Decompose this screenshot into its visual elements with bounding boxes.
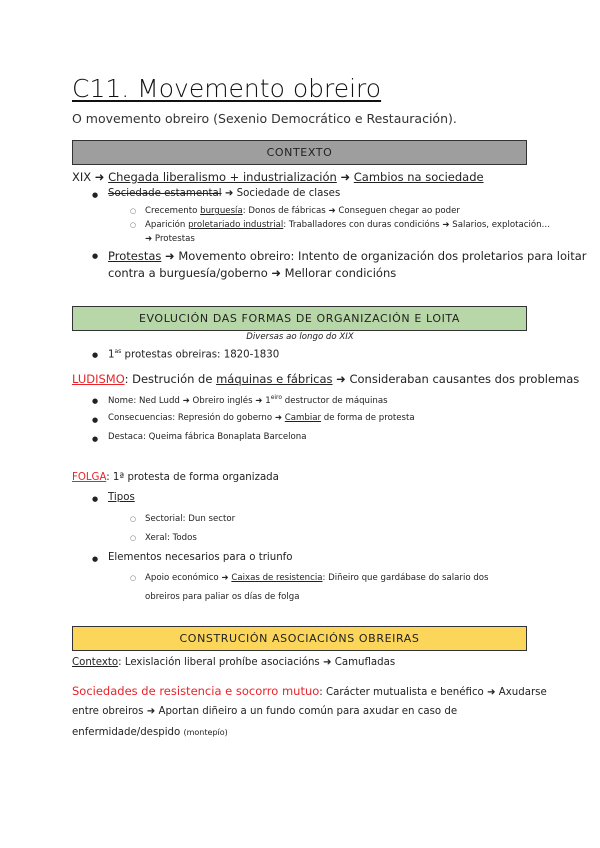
text: contra a burguesía/goberno ➜ Mellorar condicións xyxy=(108,266,397,280)
text: Chegada liberalismo + industrialización xyxy=(108,170,337,184)
list-item xyxy=(108,394,388,406)
text: Aparición xyxy=(145,220,189,230)
text: Crecemento xyxy=(145,206,201,216)
contexto-line xyxy=(72,657,395,668)
list-item: ○ Xeral: Todos xyxy=(145,533,197,543)
text: ➜ Movemento obreiro: Intento de organización dos proletarios para loitar xyxy=(161,249,587,263)
list-item xyxy=(145,206,460,216)
list-item xyxy=(108,249,587,263)
page-subtitle: O movemento obreiro (Sexenio Democrático e Restauración). xyxy=(72,111,457,126)
note: Diversas ao longo do XIX xyxy=(246,332,354,342)
text: : Carácter mutualista e benéfico ➜ Axudarse xyxy=(319,687,547,698)
text: enfermidade/despido xyxy=(72,727,184,738)
text: ➜ Protestas xyxy=(145,234,195,244)
text: Nome: Ned Ludd ➜ Obreiro inglés ➜ 1 xyxy=(108,395,271,406)
text: Contexto xyxy=(72,657,119,668)
list-item: ● Destaca: Queima fábrica Bonaplata Barcelona xyxy=(108,432,307,442)
text: protestas obreiras: 1820-1830 xyxy=(121,349,280,361)
list-item: ○ Sectorial: Dun sector xyxy=(145,514,235,524)
page-title: C11. Movemento obreiro xyxy=(72,74,382,103)
text: Sociedades de resistencia e socorro mutuo xyxy=(72,684,320,698)
text: Cambiar xyxy=(284,413,322,423)
text: entre obreiros ➜ Aportan diñeiro a un fundo común para axudar en caso de xyxy=(72,706,458,717)
contexto-line xyxy=(72,170,484,184)
text: : Lexislación liberal prohíbe asociacións ➜ Camufladas xyxy=(118,657,396,668)
text: ➜ Sociedade de clases xyxy=(221,188,341,199)
list-item xyxy=(108,348,279,360)
text: burguesía xyxy=(200,206,243,216)
text: 1 xyxy=(108,349,115,361)
text: : Donos de fábricas ➜ Conseguen chegar ao poder xyxy=(242,206,460,216)
ludismo-line xyxy=(72,372,579,386)
text: : Destrución de xyxy=(124,372,217,386)
text: : Diñeiro que gardábase do salario dos xyxy=(322,573,489,583)
list-item xyxy=(145,573,489,583)
list-item xyxy=(108,188,340,199)
text: Tipos xyxy=(108,492,135,503)
text: LUDISMO xyxy=(72,372,125,386)
list-item xyxy=(108,413,415,423)
list-item xyxy=(145,220,550,230)
text: Protestas xyxy=(108,249,162,263)
text: obreiros para paliar os días de folga xyxy=(145,592,300,602)
text: Sociedade estamental xyxy=(108,188,222,199)
text: eiro xyxy=(270,394,283,401)
section-heading-evolucion: EVOLUCIÓN DAS FORMAS DE ORGANIZACIÓN E LOITA xyxy=(72,306,527,331)
text: de forma de protesta xyxy=(321,413,415,423)
sociedades-line xyxy=(72,684,547,698)
folga-line xyxy=(72,472,279,483)
section-heading-contexto: CONTEXTO xyxy=(72,140,527,165)
section-heading-construcion: CONSTRUCIÓN ASOCIACIÓNS OBREIRAS xyxy=(72,626,527,651)
text: : Traballadores con duras condicións ➜ Salarios, explotación… xyxy=(283,220,551,230)
text: Caixas de resistencia xyxy=(231,573,323,583)
text: máquinas e fábricas xyxy=(216,372,333,386)
text xyxy=(72,727,228,738)
text: FOLGA xyxy=(72,472,107,483)
text: Apoio económico ➜ xyxy=(145,573,232,583)
text: (montepío) xyxy=(183,728,228,737)
text: Consecuencias: Represión do goberno ➜ xyxy=(108,413,285,423)
text: Cambios na sociedade xyxy=(353,170,484,184)
text: as xyxy=(114,348,122,355)
text: destructor de máquinas xyxy=(282,395,388,406)
text: XIX ➜ xyxy=(72,170,109,184)
text: ➜ Consideraban causantes dos problemas xyxy=(332,372,580,386)
text: : 1ª protesta de forma organizada xyxy=(106,472,279,483)
list-item: ● Elementos necesarios para o triunfo xyxy=(108,552,293,563)
list-item xyxy=(108,492,135,503)
text: ➜ xyxy=(336,170,354,184)
text: proletariado industrial xyxy=(188,220,284,230)
